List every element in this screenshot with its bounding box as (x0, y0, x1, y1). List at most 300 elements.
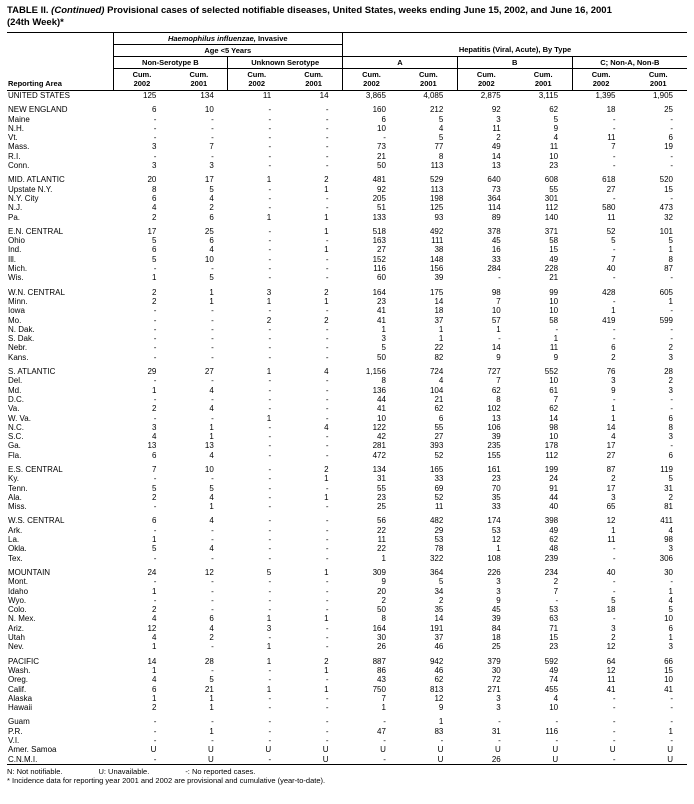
value-cell: - (153, 334, 157, 344)
table-row (7, 526, 687, 535)
value-cell: - (325, 736, 329, 745)
reporting-area-cell: Utah (8, 633, 25, 643)
value-cell: 27 (377, 245, 386, 255)
value-cell: - (612, 577, 616, 587)
value-cell: - (153, 394, 157, 404)
value-cell: 5 (611, 595, 616, 605)
value-cell: 3 (209, 161, 214, 171)
cum-label: Cum. (648, 70, 668, 79)
value-cell: 10 (664, 675, 673, 685)
value-cell: 27 (606, 450, 616, 460)
value-cell: 39 (434, 273, 444, 283)
value-cell: 4 (151, 675, 157, 685)
value-cell: 87 (664, 264, 673, 274)
reporting-area-cell: Guam (8, 717, 30, 727)
value-cell: - (268, 352, 272, 362)
haemophilus-group-header (113, 33, 343, 45)
value-cell: 4 (324, 367, 329, 377)
value-cell: 2 (151, 296, 157, 306)
value-cell: - (612, 151, 616, 161)
value-cell: 78 (434, 544, 444, 554)
value-cell: 1 (151, 273, 157, 283)
value-cell: - (153, 595, 157, 605)
table-row (7, 703, 687, 712)
value-cell: 6 (668, 450, 673, 460)
value-cell: 116 (545, 726, 559, 736)
value-cell: 4 (209, 516, 214, 526)
value-cell: 7 (496, 376, 501, 386)
value-cell: 134 (200, 91, 214, 100)
value-cell: - (268, 432, 272, 442)
value-cell: 49 (549, 254, 559, 264)
value-cell: 174 (487, 516, 501, 526)
value-cell: 134 (372, 464, 386, 474)
value-cell: 55 (549, 184, 559, 194)
footnote-incidence-note: * Incidence data for reporting year 2001 and 2002 are provisional and cumulative (year-to-date). (7, 776, 326, 786)
value-cell: - (612, 245, 616, 255)
value-cell: 23 (549, 161, 559, 171)
value-cell: - (211, 595, 214, 605)
value-cell: - (268, 577, 272, 587)
value-cell: U (322, 754, 329, 764)
value-cell: 226 (487, 567, 501, 577)
value-cell: 10 (549, 376, 559, 386)
value-cell: 6 (151, 193, 157, 203)
value-cell: 23 (377, 492, 386, 502)
value-cell: 27 (434, 432, 444, 442)
table-row (7, 194, 687, 203)
reporting-area-cell: W.N. CENTRAL (8, 287, 65, 297)
value-cell: 15 (549, 633, 559, 643)
reporting-area-cell: Wash. (8, 665, 31, 675)
value-cell: 3 (151, 142, 157, 152)
value-cell: 13 (491, 413, 501, 423)
value-cell: 481 (372, 175, 386, 185)
value-cell: 76 (606, 367, 616, 377)
value-cell: 2 (668, 343, 673, 353)
table-row (7, 175, 687, 184)
value-cell: U (380, 745, 386, 755)
value-cell: 15 (664, 665, 673, 675)
value-cell: 3 (496, 693, 501, 703)
value-cell: U (552, 745, 559, 755)
value-cell: 1 (266, 684, 272, 694)
value-cell: - (268, 264, 272, 274)
value-cell: 5 (209, 483, 214, 493)
table-row (7, 152, 687, 161)
value-cell: 63 (549, 614, 559, 624)
value-cell: 2 (668, 492, 673, 502)
value-cell: - (211, 151, 214, 161)
value-cell: 10 (377, 413, 386, 423)
value-cell: U (208, 745, 214, 755)
value-cell: 11 (607, 212, 616, 222)
value-cell: 53 (434, 535, 444, 545)
value-cell: - (612, 754, 616, 764)
value-cell: 5 (668, 236, 673, 246)
table-row (7, 343, 687, 352)
reporting-area-cell: UNITED STATES (8, 91, 70, 100)
age-subgroup-header: Age <5 Years (113, 45, 343, 57)
subgroup-non-serotype-b: Non-Serotype B (113, 57, 228, 69)
value-cell: 163 (372, 236, 386, 246)
value-cell: 492 (429, 226, 444, 236)
value-cell: 164 (372, 287, 386, 297)
value-cell: 155 (487, 450, 501, 460)
reporting-area-cell: N.H. (8, 123, 24, 133)
table-row (7, 587, 687, 596)
value-cell: 57 (491, 315, 501, 325)
value-cell: 10 (491, 306, 501, 316)
value-cell: 6 (151, 105, 157, 115)
value-cell: 8 (668, 422, 673, 432)
value-cell: 19 (664, 142, 673, 152)
value-cell: - (211, 306, 214, 316)
value-cell: - (612, 703, 616, 713)
value-cell: - (498, 717, 501, 727)
value-cell: - (268, 133, 272, 143)
haemophilus-rest-label: Invasive (255, 34, 288, 43)
value-cell: 41 (664, 684, 673, 694)
value-cell: 101 (659, 226, 673, 236)
value-cell: 33 (491, 502, 501, 512)
value-cell: - (670, 334, 673, 344)
value-cell: 53 (491, 525, 501, 535)
value-cell: - (325, 203, 329, 213)
table-row (7, 133, 687, 142)
table-row (7, 105, 687, 114)
table-row (7, 273, 687, 282)
value-cell: 17 (147, 226, 157, 236)
value-cell: 24 (147, 567, 157, 577)
value-cell: 7 (209, 142, 214, 152)
value-cell: 2 (151, 492, 157, 502)
value-cell: 2 (553, 577, 559, 587)
value-cell: 6 (209, 212, 214, 222)
reporting-area-cell: W.S. CENTRAL (8, 516, 65, 526)
reporting-area-cell: S.C. (8, 432, 24, 442)
value-cell: 62 (491, 385, 501, 395)
value-cell: 472 (372, 450, 386, 460)
value-cell: 27 (204, 367, 214, 377)
value-cell: 62 (549, 535, 559, 545)
value-cell: 3 (668, 385, 673, 395)
value-cell: 41 (377, 306, 386, 316)
table-row (7, 203, 687, 212)
value-cell: - (268, 123, 272, 133)
value-cell: - (268, 151, 272, 161)
value-cell: 3 (611, 492, 616, 502)
table-row (7, 535, 687, 544)
table-row (7, 423, 687, 432)
value-cell: 26 (377, 642, 386, 652)
value-cell: - (612, 736, 616, 745)
cum-label: Cum. (304, 70, 323, 79)
value-cell: - (612, 123, 616, 133)
value-cell: 2 (496, 133, 501, 143)
value-cell: 71 (549, 623, 559, 633)
table-row (7, 91, 687, 101)
table-row (7, 577, 687, 586)
value-cell: 41 (377, 315, 386, 325)
reporting-area-cell: Maine (8, 114, 30, 124)
value-cell: 12 (147, 623, 157, 633)
value-cell: - (153, 352, 157, 362)
value-cell: - (211, 343, 214, 353)
value-cell: - (153, 413, 157, 423)
value-cell: - (670, 306, 673, 316)
value-cell: - (153, 343, 157, 353)
value-cell: 727 (487, 367, 501, 377)
value-cell: - (325, 693, 329, 703)
value-cell: 50 (377, 352, 386, 362)
value-cell: - (325, 254, 329, 264)
value-cell: - (612, 717, 616, 727)
value-cell: - (325, 535, 329, 545)
year-label: 2001 (420, 78, 437, 88)
value-cell: 4 (151, 432, 157, 442)
value-cell: 4 (668, 595, 673, 605)
value-cell: 65 (606, 502, 616, 512)
value-cell: 322 (429, 553, 444, 563)
value-cell: 2 (611, 352, 616, 362)
table-row (7, 694, 687, 703)
value-cell: - (440, 736, 444, 745)
value-cell: - (153, 525, 157, 535)
value-cell: 41 (606, 684, 616, 694)
value-cell: - (612, 114, 616, 124)
reporting-area-cell: Tenn. (8, 483, 28, 493)
table-row (7, 502, 687, 511)
value-cell: - (325, 717, 329, 727)
subgroup-unknown-serotype: Unknown Serotype (228, 57, 343, 69)
value-cell: 40 (549, 502, 559, 512)
value-cell: 6 (151, 245, 157, 255)
value-cell: 14 (491, 343, 501, 353)
value-cell: 4 (438, 376, 444, 386)
value-cell: 33 (491, 254, 501, 264)
value-cell: - (325, 105, 329, 115)
table-row (7, 297, 687, 306)
value-cell: 18 (491, 633, 501, 643)
value-cell: - (325, 623, 329, 633)
value-cell: 47 (377, 726, 386, 736)
value-cell: 7 (611, 254, 616, 264)
value-cell: 14 (549, 413, 559, 423)
value-cell: 371 (544, 226, 559, 236)
value-cell: 306 (659, 553, 673, 563)
value-cell: 84 (491, 623, 501, 633)
value-cell: - (325, 441, 329, 451)
value-cell: 77 (434, 142, 444, 152)
value-cell: 23 (377, 296, 386, 306)
value-cell: - (268, 693, 272, 703)
value-cell: 2,875 (480, 91, 501, 100)
value-cell: - (268, 226, 272, 236)
value-cell: 92 (377, 184, 386, 194)
value-cell: 165 (429, 464, 444, 474)
value-cell: - (268, 184, 272, 194)
reporting-area-cell: Vt. (8, 133, 18, 143)
value-cell: - (268, 193, 272, 203)
value-cell: - (268, 535, 272, 545)
value-cell: 284 (487, 264, 501, 274)
table-row (7, 236, 687, 245)
value-cell: - (268, 474, 272, 484)
value-cell: - (268, 394, 272, 404)
value-cell: 1 (266, 175, 272, 185)
cum-label: Cum. (189, 70, 209, 79)
value-cell: 11 (435, 502, 444, 512)
value-cell: - (153, 577, 157, 587)
value-cell: - (268, 736, 272, 745)
value-cell: 2 (209, 633, 214, 643)
value-cell: - (211, 736, 214, 745)
table-row (7, 255, 687, 264)
col-header-cum-2001 (285, 69, 342, 91)
value-cell: U (494, 745, 501, 755)
value-cell: - (383, 717, 386, 727)
value-cell: - (612, 586, 616, 596)
value-cell: - (211, 586, 214, 596)
value-cell: - (555, 324, 559, 334)
value-cell: 4 (209, 404, 214, 414)
value-cell: 21 (377, 151, 386, 161)
value-cell: 125 (143, 91, 157, 100)
reporting-area-cell: Ky. (8, 474, 19, 484)
reporting-area-cell: Mont. (8, 577, 29, 587)
value-cell: - (268, 422, 272, 432)
value-cell: 1 (668, 726, 673, 736)
value-cell: 1 (611, 413, 616, 423)
value-cell: 1 (611, 525, 616, 535)
value-cell: 235 (487, 441, 501, 451)
value-cell: 3,865 (365, 91, 386, 100)
value-cell: 378 (487, 226, 501, 236)
value-cell: 6 (151, 516, 157, 526)
value-cell: 8 (151, 184, 157, 194)
value-cell: 112 (545, 450, 559, 460)
value-cell: 50 (377, 605, 386, 615)
value-cell: - (555, 595, 559, 605)
reporting-area-cell: C.N.M.I. (8, 754, 38, 764)
year-label: 2001 (190, 78, 208, 88)
value-cell: 7 (553, 394, 559, 404)
value-cell: 1 (209, 432, 214, 442)
value-cell: - (268, 726, 272, 736)
value-cell: 191 (429, 623, 444, 633)
legend-not-notifiable: N: Not notifiable. (7, 766, 63, 776)
value-cell: 25 (377, 502, 386, 512)
legend-no-reported-cases: -: No reported cases. (185, 766, 256, 776)
value-cell: 52 (606, 226, 616, 236)
value-cell: 11 (549, 343, 559, 353)
value-cell: 45 (491, 605, 501, 615)
value-cell: - (325, 394, 329, 404)
table-row (7, 755, 687, 765)
col-header-cum-2002 (457, 69, 514, 91)
value-cell: 25 (664, 105, 673, 115)
value-cell: 1 (381, 703, 386, 713)
value-cell: - (670, 151, 673, 161)
value-cell: 3 (151, 422, 157, 432)
value-cell: 5 (438, 133, 444, 143)
reporting-area-cell: MOUNTAIN (8, 567, 51, 577)
value-cell: 49 (491, 142, 501, 152)
col-header-cum-2001 (630, 69, 687, 91)
value-cell: 10 (549, 703, 559, 713)
value-cell: 1 (209, 726, 214, 736)
value-cell: 3 (496, 703, 501, 713)
table-row (7, 544, 687, 553)
value-cell: 1 (209, 422, 214, 432)
table-row (7, 367, 687, 376)
value-cell: - (153, 264, 157, 274)
table-title-continued: (Continued) (48, 5, 105, 16)
value-cell: 20 (147, 175, 157, 185)
value-cell: 4,085 (423, 91, 444, 100)
value-cell: 4 (151, 633, 157, 643)
value-cell: 62 (434, 404, 444, 414)
value-cell: 8 (438, 151, 444, 161)
value-cell: U (265, 745, 272, 755)
value-cell: - (211, 264, 214, 274)
table-row (7, 288, 687, 297)
value-cell: 22 (377, 544, 386, 554)
reporting-area-cell: Ala. (8, 492, 22, 502)
value-cell: 46 (434, 665, 444, 675)
value-cell: 4 (151, 614, 157, 624)
value-cell: 2 (668, 376, 673, 386)
value-cell: 11 (549, 142, 559, 152)
value-cell: 7 (496, 296, 501, 306)
table-row (7, 685, 687, 694)
reporting-area-cell: Oreg. (8, 675, 29, 685)
value-cell: 74 (549, 675, 559, 685)
value-cell: 228 (544, 264, 559, 274)
value-cell: - (211, 123, 214, 133)
value-cell: 1 (381, 553, 386, 563)
value-cell: - (268, 142, 272, 152)
value-cell: - (268, 254, 272, 264)
value-cell: U (609, 745, 616, 755)
value-cell: 3,115 (538, 91, 559, 100)
table-row (7, 717, 687, 726)
value-cell: 199 (544, 464, 559, 474)
value-cell: 5 (151, 544, 157, 554)
value-cell: 1 (151, 693, 157, 703)
value-cell: 1 (324, 567, 329, 577)
value-cell: 2 (151, 404, 157, 414)
value-cell: 43 (377, 675, 386, 685)
value-cell: 52 (434, 450, 444, 460)
value-cell: 1 (496, 324, 501, 334)
reporting-area-cell: Ind. (8, 245, 22, 255)
value-cell: 1 (438, 334, 444, 344)
haemophilus-italic-label: Haemophilus influenzae, (167, 34, 256, 43)
value-cell: 7 (381, 693, 386, 703)
hepatitis-group-header: Hepatitis (Viral, Acute), By Type (343, 33, 687, 57)
value-cell: 3 (668, 432, 673, 442)
value-cell: 813 (429, 684, 444, 694)
value-cell: 14 (434, 614, 444, 624)
value-cell: 379 (487, 656, 501, 666)
reporting-area-cell: N.C. (8, 422, 24, 432)
value-cell: 5 (209, 273, 214, 283)
value-cell: - (612, 273, 616, 283)
value-cell: - (268, 161, 272, 171)
value-cell: 98 (549, 422, 559, 432)
